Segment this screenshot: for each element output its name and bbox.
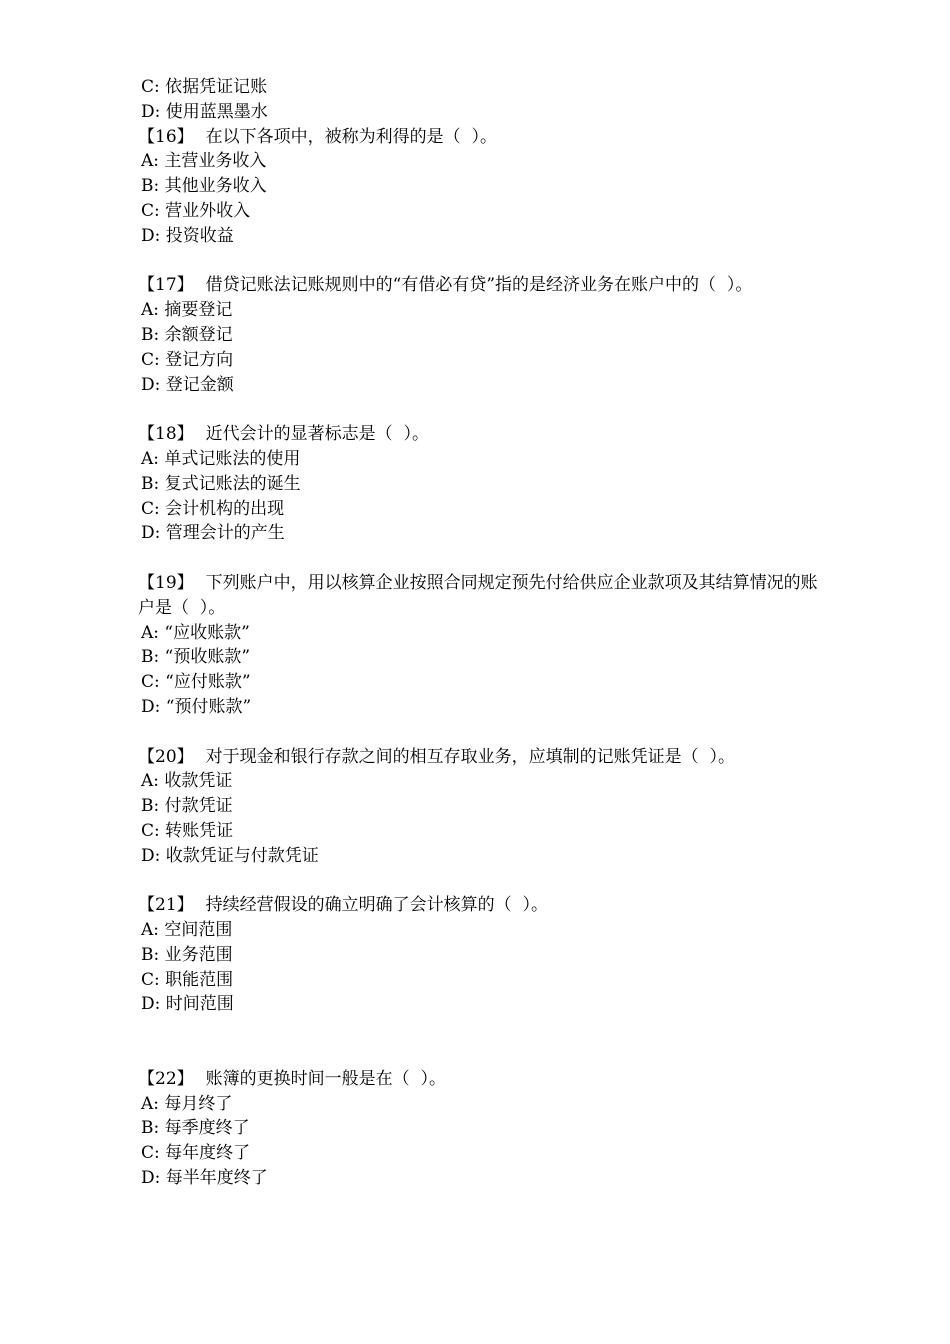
- option-d: D: 收款凭证与付款凭证: [141, 845, 319, 866]
- option-a: A: 每月终了: [141, 1093, 233, 1114]
- option-a: A: 摘要登记: [141, 300, 233, 321]
- option-d: D: “预付账款”: [141, 696, 252, 717]
- question-stem: [138, 1067, 828, 1092]
- question-stem: [138, 571, 828, 621]
- option-b: B: 余额登记: [141, 324, 233, 345]
- question-number: 【17】: [138, 275, 194, 296]
- question-number: 【20】: [138, 746, 194, 767]
- question-number: 【18】: [138, 424, 194, 445]
- spacer: [138, 546, 828, 571]
- question-text: 持续经营假设的确立明确了会计核算的（ ）。: [205, 895, 548, 916]
- question-text: 借贷记账法记账规则中的“有借必有贷”指的是经济业务在账户中的（ ）。: [205, 275, 753, 296]
- option-c: C: “应付账款”: [141, 672, 251, 693]
- spacer: [138, 397, 828, 422]
- question-20: [138, 745, 828, 869]
- option-a: A: 空间范围: [141, 920, 233, 941]
- question-number: 【19】: [138, 572, 194, 593]
- option-c: C: 职能范围: [141, 969, 234, 990]
- question-text: 下列账户中，用以核算企业按照合同规定预先付给供应企业款项及其结算情况的账户是（ ）。: [138, 572, 818, 618]
- option-c: C: 每年度终了: [141, 1143, 251, 1164]
- option-b: B: 业务范围: [141, 944, 233, 965]
- option-d: D: 使用蓝黑墨水: [141, 101, 268, 122]
- option-b: B: 每季度终了: [141, 1118, 250, 1139]
- option-b: B: “预收账款”: [141, 647, 251, 668]
- option-d: D: 登记金额: [141, 374, 234, 395]
- question-text: 对于现金和银行存款之间的相互存取业务，应填制的记账凭证是（ ）。: [205, 746, 735, 767]
- option-d: D: 投资收益: [141, 225, 234, 246]
- question-21: [138, 893, 828, 1017]
- question-17: [138, 273, 828, 397]
- question-number: 【22】: [138, 1068, 194, 1089]
- spacer: [138, 720, 828, 745]
- question-number: 【16】: [138, 126, 194, 147]
- spacer: [138, 249, 828, 274]
- question-stem: [138, 125, 828, 150]
- option-a: A: “应收账款”: [141, 622, 250, 643]
- option-a: A: 主营业务收入: [141, 151, 267, 172]
- question-number: 【21】: [138, 895, 194, 916]
- spacer: [138, 869, 828, 894]
- option-b: B: 付款凭证: [141, 796, 233, 817]
- question-stem: [138, 422, 828, 447]
- option-c: C: 依据凭证记账: [141, 77, 268, 97]
- question-text: 账簿的更换时间一般是在（ ）。: [205, 1068, 446, 1089]
- option-c: C: 登记方向: [141, 349, 234, 370]
- option-b: B: 复式记账法的诞生: [141, 473, 301, 494]
- question-stem: [138, 745, 828, 770]
- option-c: C: 转账凭证: [141, 820, 234, 841]
- question-16: [138, 125, 828, 249]
- option-a: A: 单式记账法的使用: [141, 448, 301, 469]
- spacer: [138, 1017, 828, 1067]
- question-18: [138, 422, 828, 546]
- question-text: 在以下各项中，被称为利得的是（ ）。: [205, 126, 497, 147]
- question-text: 近代会计的显著标志是（ ）。: [205, 424, 429, 445]
- option-c: C: 会计机构的出现: [141, 498, 285, 519]
- option-d: D: 时间范围: [141, 994, 234, 1015]
- option-d: D: 每半年度终了: [141, 1168, 268, 1189]
- document-page: [138, 75, 828, 1191]
- question-stem: [138, 273, 828, 298]
- option-b: B: 其他业务收入: [141, 176, 267, 197]
- question-stem: [138, 893, 828, 918]
- option-a: A: 收款凭证: [141, 771, 233, 792]
- option-c: C: 营业外收入: [141, 200, 251, 221]
- option-d: D: 管理会计的产生: [141, 523, 285, 544]
- question-19: [138, 571, 828, 720]
- question-22: [138, 1067, 828, 1191]
